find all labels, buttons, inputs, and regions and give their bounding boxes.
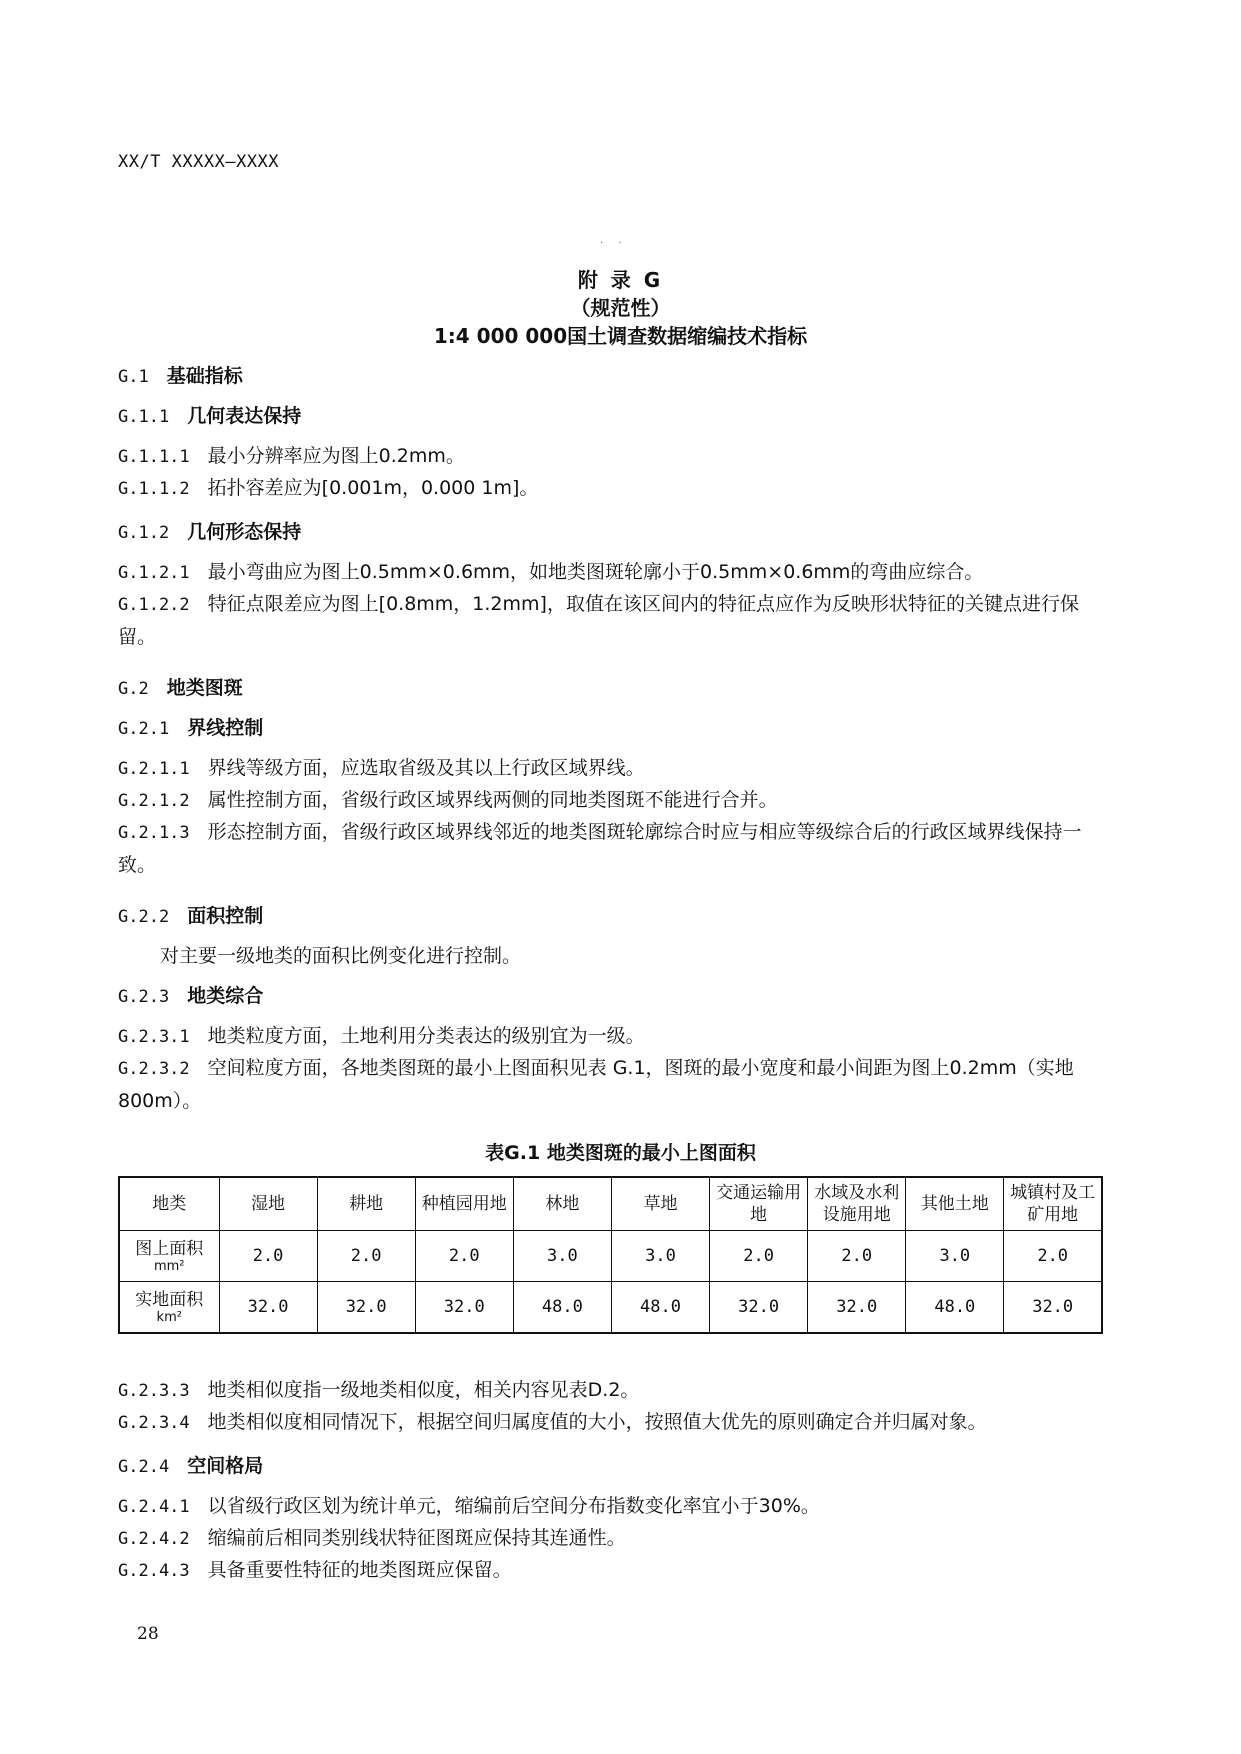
table-cell: 2.0 bbox=[1004, 1231, 1102, 1282]
section-heading bbox=[118, 400, 1103, 433]
clause bbox=[118, 1052, 1103, 1117]
section-heading bbox=[118, 672, 1103, 705]
table-cell: 2.0 bbox=[219, 1231, 317, 1282]
table-header-cell: 种植园用地 bbox=[415, 1177, 513, 1231]
clause-number: G.1.1.1 bbox=[118, 447, 190, 467]
clause bbox=[118, 1374, 1103, 1407]
clause-text: 形态控制方面，省级行政区域界线邻近的地类图斑轮廓综合时应与相应等级综合后的行政区域界线保持一致。 bbox=[118, 821, 1082, 876]
clause-text: 具备重要性特征的地类图斑应保留。 bbox=[207, 1559, 512, 1581]
min-area-table bbox=[118, 1176, 1103, 1334]
clause bbox=[118, 440, 1103, 473]
section-text: 几何形态保持 bbox=[187, 521, 302, 543]
table-header-cell: 水域及水利设施用地 bbox=[808, 1177, 906, 1231]
section-number: G.2.1 bbox=[118, 719, 170, 739]
section-number: G.1 bbox=[118, 367, 149, 387]
row-label: 图上面积 bbox=[135, 1239, 204, 1259]
section-text: 界线控制 bbox=[187, 717, 264, 739]
clause bbox=[118, 1406, 1103, 1439]
table-header-cell: 其他土地 bbox=[906, 1177, 1004, 1231]
clause-text: 界线等级方面，应选取省级及其以上行政区域界线。 bbox=[207, 757, 645, 779]
table-cell: 32.0 bbox=[317, 1282, 415, 1334]
section-number: G.1.2 bbox=[118, 523, 170, 543]
table-cell: 2.0 bbox=[808, 1231, 906, 1282]
clause-text: 对主要一级地类的面积比例变化进行控制。 bbox=[160, 945, 522, 967]
row-label-cell bbox=[119, 1282, 219, 1334]
clause bbox=[118, 1554, 1103, 1587]
clause-text: 拓扑容差应为[0.001m，0.000 1m]。 bbox=[207, 477, 539, 499]
clause-number: G.2.3.3 bbox=[118, 1381, 190, 1401]
table-row bbox=[119, 1231, 1102, 1282]
clause-number: G.1.1.2 bbox=[118, 479, 190, 499]
table-cell: 48.0 bbox=[513, 1282, 611, 1334]
clause-number: G.2.3.2 bbox=[118, 1059, 190, 1079]
clause-text: 地类相似度相同情况下，根据空间归属度值的大小，按照值大优先的原则确定合并归属对象。 bbox=[207, 1411, 987, 1433]
clause-text: 以省级行政区划为统计单元，缩编前后空间分布指数变化率宜小于30%。 bbox=[207, 1495, 820, 1517]
table-cell: 48.0 bbox=[611, 1282, 709, 1334]
clause-number: G.2.4.1 bbox=[118, 1497, 190, 1517]
row-unit: mm² bbox=[153, 1259, 185, 1274]
section-heading bbox=[118, 980, 1103, 1013]
table-cell: 32.0 bbox=[1004, 1282, 1102, 1334]
appendix-title: 1:4 000 000国土调查数据缩编技术指标 bbox=[433, 324, 808, 348]
section-text: 面积控制 bbox=[187, 905, 264, 927]
clause-number: G.2.1.1 bbox=[118, 759, 190, 779]
clause bbox=[118, 1490, 1103, 1523]
clause bbox=[118, 816, 1103, 881]
clause bbox=[118, 588, 1103, 653]
table-cell: 48.0 bbox=[906, 1282, 1004, 1334]
appendix-label: 附 录 G bbox=[577, 268, 664, 292]
table-header-cell: 城镇村及工矿用地 bbox=[1004, 1177, 1102, 1231]
clause-text: 最小弯曲应为图上0.5mm×0.6mm，如地类图斑轮廓小于0.5mm×0.6mm的弯曲应综合。 bbox=[207, 561, 984, 583]
table-cell: 3.0 bbox=[513, 1231, 611, 1282]
section-number: G.1.1 bbox=[118, 407, 170, 427]
table-cell: 3.0 bbox=[906, 1231, 1004, 1282]
clause-text: 地类相似度指一级地类相似度，相关内容见表D.2。 bbox=[207, 1379, 640, 1401]
clause bbox=[118, 472, 1103, 505]
section-text: 地类综合 bbox=[187, 985, 264, 1007]
clause bbox=[160, 940, 1103, 972]
section-text: 空间格局 bbox=[187, 1455, 264, 1477]
section-heading bbox=[118, 712, 1103, 745]
clause-text: 地类粒度方面，土地利用分类表达的级别宜为一级。 bbox=[207, 1025, 645, 1047]
section-heading bbox=[118, 516, 1103, 549]
table-row bbox=[119, 1282, 1102, 1334]
clause-text: 属性控制方面，省级行政区域界线两侧的同地类图斑不能进行合并。 bbox=[207, 789, 778, 811]
clause-text: 特征点限差应为图上[0.8mm，1.2mm]，取值在该区间内的特征点应作为反映形状特征的关键点进行保留。 bbox=[118, 593, 1079, 648]
table-header-cell: 地类 bbox=[119, 1177, 219, 1231]
table-cell: 32.0 bbox=[415, 1282, 513, 1334]
table-header-cell: 林地 bbox=[513, 1177, 611, 1231]
decorative-dots: · · bbox=[600, 238, 628, 249]
table-cell: 2.0 bbox=[317, 1231, 415, 1282]
section-text: 基础指标 bbox=[166, 365, 243, 387]
table-header-cell: 耕地 bbox=[317, 1177, 415, 1231]
clause-number: G.2.3.4 bbox=[118, 1413, 190, 1433]
table-header-cell: 湿地 bbox=[219, 1177, 317, 1231]
page-number: 28 bbox=[137, 1624, 159, 1644]
clause bbox=[118, 784, 1103, 817]
clause-number: G.2.4.2 bbox=[118, 1529, 190, 1549]
section-text: 地类图斑 bbox=[166, 677, 243, 699]
row-label: 实地面积 bbox=[135, 1290, 204, 1310]
table-cell: 32.0 bbox=[219, 1282, 317, 1334]
table-cell: 2.0 bbox=[710, 1231, 808, 1282]
clause-text: 缩编前后相同类别线状特征图斑应保持其连通性。 bbox=[207, 1527, 626, 1549]
clause bbox=[118, 556, 1103, 589]
clause-number: G.1.2.2 bbox=[118, 595, 190, 615]
clause bbox=[118, 1020, 1103, 1053]
clause-number: G.1.2.1 bbox=[118, 563, 190, 583]
table-header-cell: 交通运输用地 bbox=[710, 1177, 808, 1231]
table-cell: 32.0 bbox=[710, 1282, 808, 1334]
clause-number: G.2.1.3 bbox=[118, 823, 190, 843]
section-heading bbox=[118, 360, 1103, 393]
table-header-row bbox=[119, 1177, 1102, 1231]
section-heading bbox=[118, 900, 1103, 933]
clause-text: 空间粒度方面，各地类图斑的最小上图面积见表 G.1，图斑的最小宽度和最小间距为图上0.2mm（实地800m）。 bbox=[118, 1057, 1074, 1112]
clause bbox=[118, 752, 1103, 785]
section-number: G.2 bbox=[118, 679, 149, 699]
row-label-cell bbox=[119, 1231, 219, 1282]
section-number: G.2.3 bbox=[118, 987, 170, 1007]
table-cell: 2.0 bbox=[415, 1231, 513, 1282]
table-cell: 32.0 bbox=[808, 1282, 906, 1334]
appendix-normative: （规范性） bbox=[570, 296, 671, 320]
section-heading bbox=[118, 1450, 1103, 1483]
clause bbox=[118, 1522, 1103, 1555]
clause-number: G.2.3.1 bbox=[118, 1027, 190, 1047]
section-text: 几何表达保持 bbox=[187, 405, 302, 427]
table-cell: 3.0 bbox=[611, 1231, 709, 1282]
section-number: G.2.4 bbox=[118, 1457, 170, 1477]
row-unit: km² bbox=[156, 1310, 182, 1325]
clause-number: G.2.1.2 bbox=[118, 791, 190, 811]
table-header-cell: 草地 bbox=[611, 1177, 709, 1231]
clause-text: 最小分辨率应为图上0.2mm。 bbox=[207, 445, 465, 467]
clause-number: G.2.4.3 bbox=[118, 1561, 190, 1581]
section-number: G.2.2 bbox=[118, 907, 170, 927]
standard-code: XX/T XXXXX—XXXX bbox=[118, 152, 280, 172]
table-caption: 表G.1 地类图斑的最小上图面积 bbox=[485, 1142, 756, 1164]
